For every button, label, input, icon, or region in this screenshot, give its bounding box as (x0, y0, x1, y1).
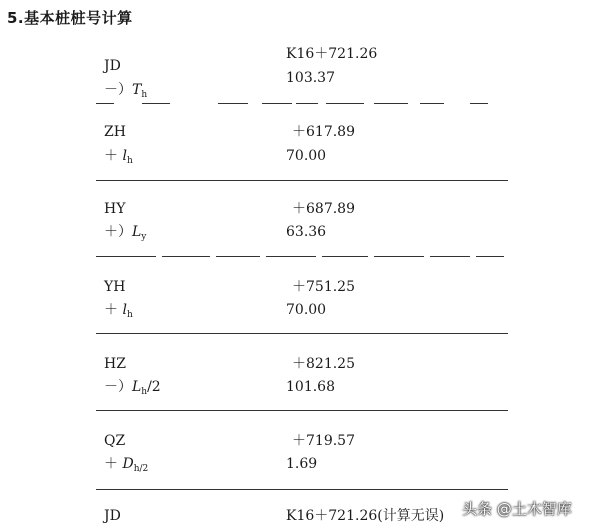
rule-4 (96, 333, 508, 334)
qz-value: 1.69 (286, 456, 318, 472)
jd-label: JD (104, 58, 121, 74)
zh-label: ZH (104, 124, 126, 140)
hy-value: 63.36 (286, 224, 327, 240)
final-jd-label: JD (104, 508, 121, 524)
hy-station: ＋687.89 (292, 201, 355, 217)
section-title: 5.基本桩桩号计算 (7, 9, 133, 27)
rule-5 (96, 410, 508, 411)
hz-value: 101.68 (286, 379, 335, 395)
zh-operator: ＋ $l_h$ (104, 148, 133, 166)
hy-operator: $+)L_y$ (104, 224, 147, 242)
jd-tangent-operator: $-)T_h$ (104, 82, 148, 100)
hz-label: HZ (104, 356, 126, 372)
qz-operator: ＋ $D_{h/2}$ (104, 456, 149, 474)
hz-station: ＋821.25 (292, 356, 355, 372)
zh-station: ＋617.89 (292, 124, 355, 140)
final-jd-station: K16＋721.26(计算无误) (286, 508, 445, 524)
jd-station: K16＋721.26 (286, 46, 378, 62)
yh-label: YH (104, 279, 126, 295)
watermark: 头条 @土木智库 (462, 500, 572, 518)
jd-tangent-value: 103.37 (286, 70, 335, 86)
yh-station: ＋751.25 (292, 279, 355, 295)
hy-label: HY (104, 201, 126, 217)
rule-6 (96, 489, 508, 490)
rule-2 (96, 180, 508, 181)
yh-operator: ＋ $l_h$ (104, 302, 133, 320)
yh-value: 70.00 (286, 302, 327, 318)
hz-operator: $-)L_h/2$ (104, 379, 161, 397)
qz-label: QZ (104, 433, 126, 449)
zh-value: 70.00 (286, 148, 327, 164)
qz-station: ＋719.57 (292, 433, 355, 449)
